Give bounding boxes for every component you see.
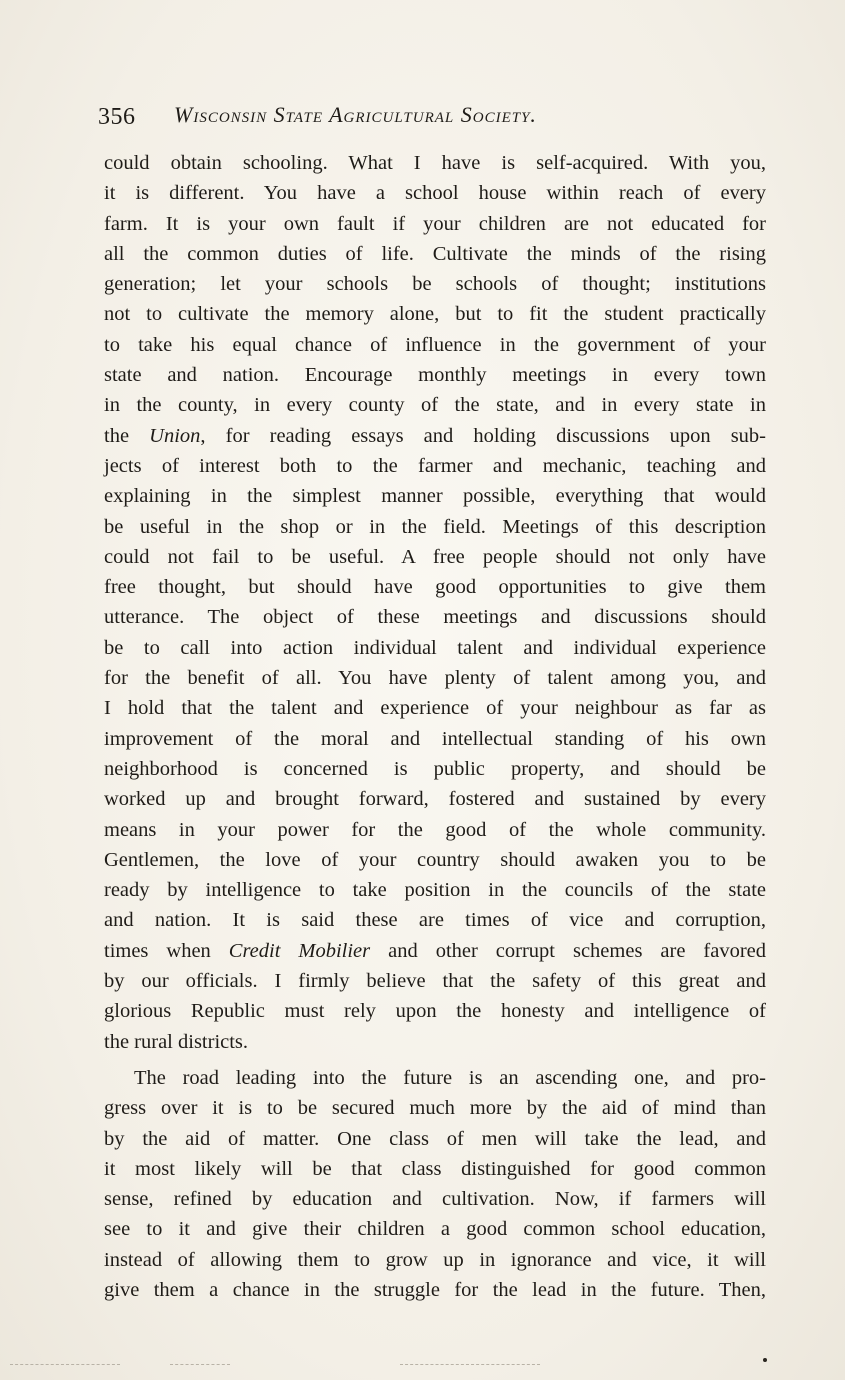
text-line: improvement of the moral and intellectual standing of his own bbox=[104, 727, 766, 750]
text-line: Gentlemen, the love of your country should awaken you to be bbox=[104, 848, 766, 871]
text-line: explaining in the simplest manner possible, everything that would bbox=[104, 485, 766, 508]
text-line: by our officials. I firmly believe that the safety of this great and bbox=[104, 970, 766, 993]
body-text bbox=[104, 148, 766, 1305]
text-line: by the aid of matter. One class of men will take the lead, and bbox=[104, 1127, 766, 1150]
text-line: The road leading into the future is an ascending one, and pro- bbox=[134, 1066, 766, 1089]
text-line: the Union, for reading essays and holding discussions upon sub- bbox=[104, 424, 767, 447]
text-line: see to it and give their children a good common school education, bbox=[104, 1218, 766, 1241]
text-line: it is different. You have a school house within reach of every bbox=[104, 182, 766, 205]
text-line: utterance. The object of these meetings and discussions should bbox=[104, 606, 766, 629]
italic-phrase: Union bbox=[149, 424, 201, 447]
text-line: generation; let your schools be schools of thought; institutions bbox=[104, 273, 766, 296]
text-line: be useful in the shop or in the field. Meetings of this description bbox=[104, 515, 766, 538]
text-line: it most likely will be that class distinguished for good common bbox=[104, 1157, 766, 1180]
text-line: could not fail to be useful. A free people should not only have bbox=[104, 545, 766, 568]
text-line: for the benefit of all. You have plenty of talent among you, and bbox=[104, 667, 766, 690]
text-line: give them a chance in the struggle for the lead in the future. Then, bbox=[104, 1278, 766, 1301]
text-line: means in your power for the good of the whole community. bbox=[104, 818, 766, 841]
text-line: neighborhood is concerned is public property, and should be bbox=[104, 757, 766, 780]
text-line: sense, refined by education and cultivation. Now, if farmers will bbox=[104, 1188, 766, 1211]
text-line: could obtain schooling. What I have is self-acquired. With you, bbox=[104, 152, 766, 174]
page-number: 356 bbox=[98, 104, 136, 130]
paragraph-1 bbox=[104, 148, 766, 1057]
ink-speck bbox=[763, 1358, 767, 1362]
text-line: state and nation. Encourage monthly meetings in every town bbox=[104, 364, 766, 387]
text-line: I hold that the talent and experience of your neighbour as far as bbox=[104, 697, 766, 720]
text-line: jects of interest both to the farmer and mechanic, teaching and bbox=[104, 454, 766, 477]
text-line: not to cultivate the memory alone, but to fit the student practically bbox=[104, 303, 766, 326]
paragraph-2 bbox=[104, 1063, 766, 1305]
text-line: be to call into action individual talent and individual experience bbox=[104, 636, 766, 659]
text-line: in the county, in every county of the state, and in every state in bbox=[104, 394, 766, 417]
text-line: all the common duties of life. Cultivate the minds of the rising bbox=[104, 242, 766, 265]
italic-phrase: Credit Mobilier bbox=[228, 939, 371, 962]
text-line: the rural districts. bbox=[104, 1030, 249, 1053]
text-line: worked up and brought forward, fostered and sustained by every bbox=[104, 788, 766, 811]
text-line: and nation. It is said these are times of vice and corruption, bbox=[104, 909, 766, 932]
footer-rule bbox=[170, 1364, 230, 1365]
running-title: Wisconsin State Agricultural Society. bbox=[174, 102, 537, 127]
footer-rule bbox=[400, 1364, 540, 1365]
page-header bbox=[98, 100, 718, 136]
text-line: to take his equal chance of influence in the government of your bbox=[104, 333, 766, 356]
text-line: farm. It is your own fault if your children are not educated for bbox=[104, 212, 766, 235]
footer-rule bbox=[10, 1364, 120, 1365]
text-line: instead of allowing them to grow up in ignorance and vice, it will bbox=[104, 1248, 766, 1271]
text-line: times when Credit Mobilier and other corrupt schemes are favored bbox=[104, 939, 766, 962]
text-line: glorious Republic must rely upon the honesty and intelligence of bbox=[104, 1000, 766, 1023]
text-line: gress over it is to be secured much more by the aid of mind than bbox=[104, 1097, 766, 1120]
text-line: ready by intelligence to take position in the councils of the state bbox=[104, 879, 766, 902]
text-line: free thought, but should have good opportunities to give them bbox=[104, 576, 766, 599]
